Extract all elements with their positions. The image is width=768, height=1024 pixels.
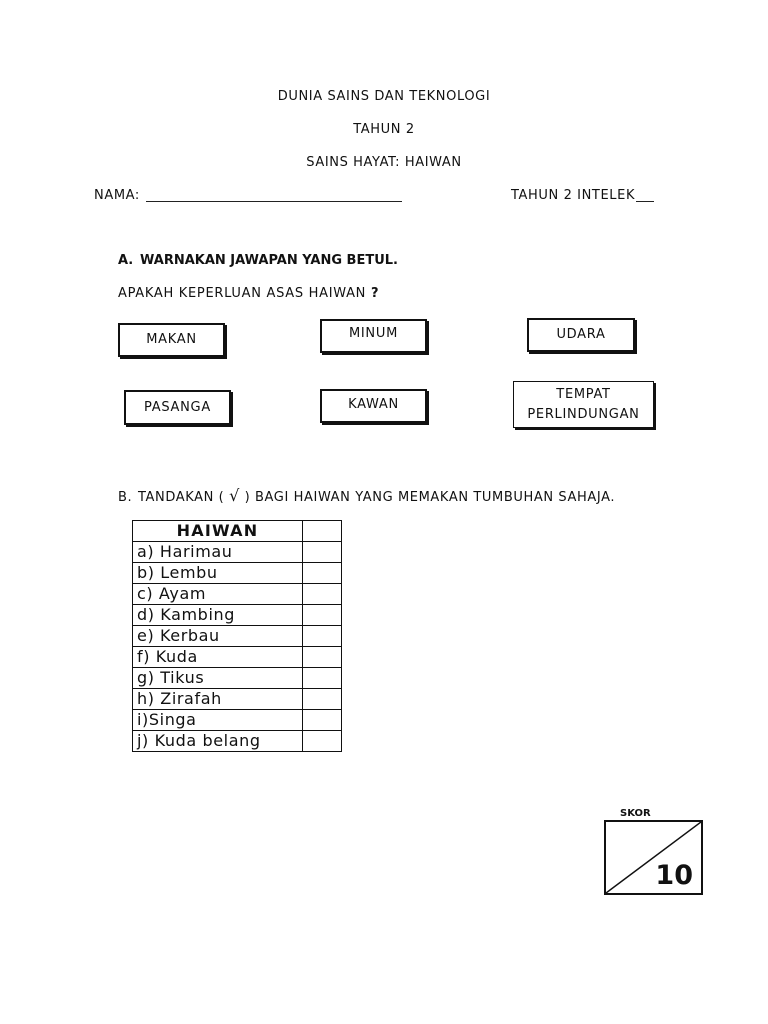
- grade-title: TAHUN 2: [353, 122, 415, 137]
- tick-cell[interactable]: [303, 584, 342, 605]
- animal-name: b) Lembu: [133, 563, 303, 584]
- animal-name: h) Zirafah: [133, 689, 303, 710]
- animal-name: e) Kerbau: [133, 626, 303, 647]
- section-a-period: .: [393, 253, 398, 268]
- table-row: [133, 584, 342, 605]
- table-row: [133, 605, 342, 626]
- score-box[interactable]: [604, 820, 703, 895]
- tick-cell[interactable]: [303, 689, 342, 710]
- score-total: 10: [655, 860, 693, 891]
- section-a-instruction: [118, 253, 398, 268]
- tick-cell[interactable]: [303, 710, 342, 731]
- option-tempat-line2: PERLINDUNGAN: [527, 407, 640, 422]
- animal-name: j) Kuda belang: [133, 731, 303, 752]
- class-blank-line[interactable]: [636, 201, 654, 202]
- section-a-text: WARNAKAN JAWAPAN YANG BETUL: [140, 253, 394, 268]
- animal-name: c) Ayam: [133, 584, 303, 605]
- animal-name: d) Kambing: [133, 605, 303, 626]
- section-b-instruction: [118, 486, 615, 505]
- topic-title: SAINS HAYAT: HAIWAN: [306, 155, 462, 170]
- option-pasangan[interactable]: PASANGA: [124, 390, 231, 425]
- animal-name: i)Singa: [133, 710, 303, 731]
- table-row: [133, 689, 342, 710]
- tick-cell[interactable]: [303, 647, 342, 668]
- name-label: NAMA:: [94, 188, 140, 203]
- section-a-question: [118, 286, 379, 301]
- table-row: [133, 731, 342, 752]
- animal-table: [132, 520, 342, 752]
- table-header-haiwan: HAIWAN: [133, 521, 303, 542]
- tick-cell[interactable]: [303, 605, 342, 626]
- table-row: [133, 710, 342, 731]
- name-blank-line[interactable]: [146, 201, 402, 202]
- option-udara[interactable]: UDARA: [527, 318, 635, 352]
- worksheet-title: DUNIA SAINS DAN TEKNOLOGI: [277, 89, 491, 104]
- option-minum[interactable]: MINUM: [320, 319, 427, 353]
- section-a-number: A.: [118, 253, 134, 268]
- tick-cell[interactable]: [303, 668, 342, 689]
- tick-symbol: √: [229, 486, 240, 505]
- question-mark: ?: [370, 286, 380, 301]
- table-row: [133, 668, 342, 689]
- table-header-tick: [303, 521, 342, 542]
- tick-cell[interactable]: [303, 731, 342, 752]
- section-b-number: B.: [118, 490, 133, 505]
- animal-name: a) Harimau: [133, 542, 303, 563]
- option-kawan[interactable]: KAWAN: [320, 389, 427, 423]
- option-makan[interactable]: MAKAN: [118, 323, 225, 357]
- section-b-text-before: TANDAKAN (: [138, 490, 225, 505]
- option-tempat-line1: TEMPAT: [556, 387, 611, 402]
- table-row: [133, 647, 342, 668]
- option-tempat-perlindungan[interactable]: [513, 381, 654, 428]
- animal-name: g) Tikus: [133, 668, 303, 689]
- tick-cell[interactable]: [303, 563, 342, 584]
- section-b-text-after: ) BAGI HAIWAN YANG MEMAKAN TUMBUHAN SAHAJA.: [244, 490, 616, 505]
- animal-name: f) Kuda: [133, 647, 303, 668]
- table-header-row: [133, 521, 342, 542]
- tick-cell[interactable]: [303, 542, 342, 563]
- tick-cell[interactable]: [303, 626, 342, 647]
- class-label: TAHUN 2 INTELEK: [511, 188, 636, 203]
- table-row: [133, 542, 342, 563]
- table-row: [133, 563, 342, 584]
- table-row: [133, 626, 342, 647]
- score-label: SKOR: [620, 808, 651, 819]
- question-text: APAKAH KEPERLUAN ASAS HAIWAN: [118, 286, 367, 301]
